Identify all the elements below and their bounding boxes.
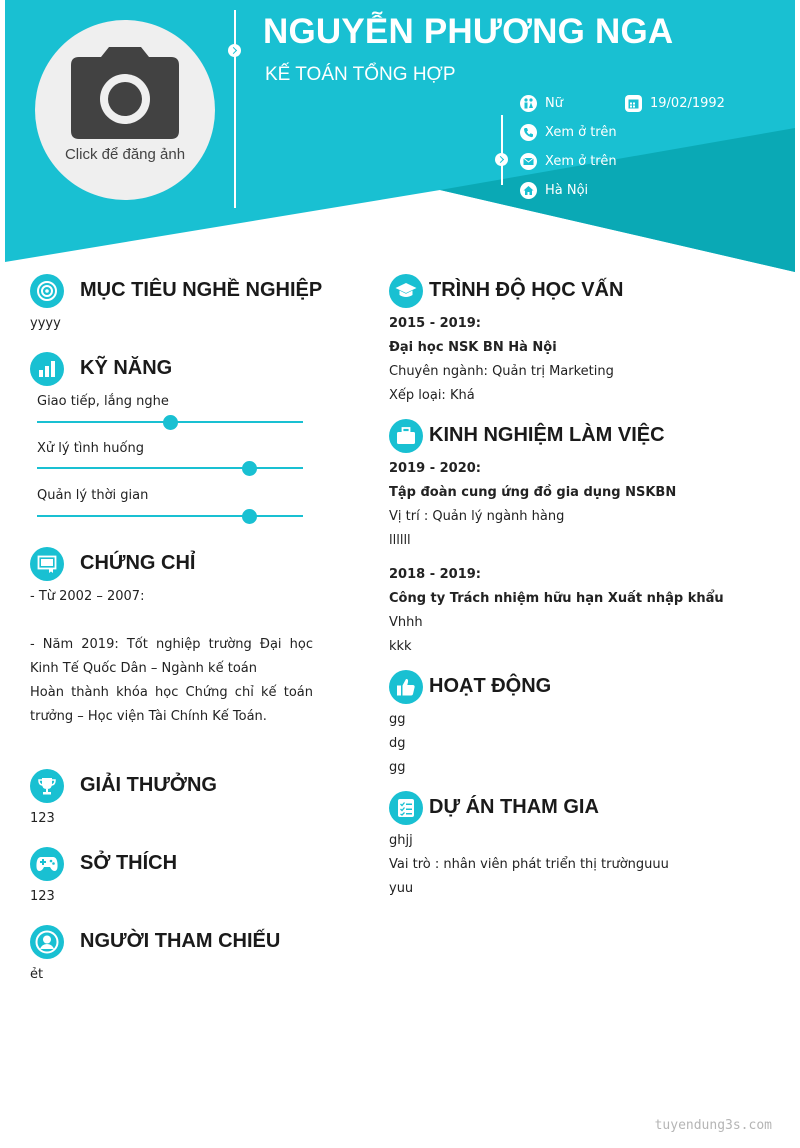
email-value: Xem ở trên: [545, 154, 617, 169]
address-info: [520, 182, 588, 199]
activity-line: dg: [389, 736, 406, 751]
experience-title: KINH NGHIỆM LÀM VIỆC: [429, 424, 665, 446]
awards-text: 123: [30, 811, 55, 826]
skill-level-handle: [163, 415, 178, 430]
awards-title: GIẢI THƯỞNG: [80, 774, 217, 796]
home-icon: [520, 182, 537, 199]
project-line: ghjj: [389, 833, 413, 848]
skill-label: Xử lý tình huống: [37, 441, 144, 456]
thumbs-up-icon: [389, 670, 423, 704]
references-text: ẻt: [30, 967, 44, 982]
header-divider: [234, 10, 236, 208]
phone-info: [520, 124, 617, 141]
phone-value: Xem ở trên: [545, 125, 617, 140]
gender-value: Nữ: [545, 96, 563, 111]
gender-icon: [520, 95, 537, 112]
birthday-value: 19/02/1992: [650, 96, 725, 111]
activities-title: HOẠT ĐỘNG: [429, 675, 552, 697]
certificates-title: CHỨNG CHỈ: [80, 552, 196, 574]
skill-bar: [37, 467, 303, 469]
gender-info: [520, 95, 563, 112]
certificate-icon: [30, 547, 64, 581]
job-period: 2018 - 2019:: [389, 567, 482, 582]
avatar-upload[interactable]: [35, 20, 215, 200]
calendar-icon: [625, 95, 642, 112]
email-info: [520, 153, 617, 170]
bar-chart-icon: [30, 352, 64, 386]
camera-icon: [71, 47, 179, 139]
target-icon: [30, 274, 64, 308]
job-detail: llllll: [389, 533, 411, 548]
address-value: Hà Nội: [545, 183, 589, 198]
graduation-cap-icon: [389, 274, 423, 308]
skill-label: Giao tiếp, lắng nghe: [37, 394, 169, 409]
trophy-icon: [30, 769, 64, 803]
envelope-icon: [520, 153, 537, 170]
skills-title: KỸ NĂNG: [80, 357, 173, 379]
skill-bar: [37, 515, 303, 517]
job-position: KẾ TOÁN TỔNG HỢP: [265, 64, 456, 85]
skill-level-handle: [242, 461, 257, 476]
user-icon: [30, 925, 64, 959]
activity-line: gg: [389, 760, 406, 775]
birthday-info: [625, 95, 725, 112]
certificates-paragraph: [30, 633, 313, 729]
briefcase-icon: [389, 419, 423, 453]
watermark: tuyendung3s.com: [654, 1118, 772, 1133]
certificates-item: Hoàn thành khóa học Chứng chỉ kế toán trưởng – Học viện Tài Chính Kế Toán.: [30, 685, 313, 724]
skill-level-handle: [242, 509, 257, 524]
education-major: Chuyên ngành: Quản trị Marketing: [389, 364, 614, 379]
job-company: Công ty Trách nhiệm hữu hạn Xuất nhập khẩu: [389, 591, 724, 606]
education-period: 2015 - 2019:: [389, 316, 482, 331]
projects-title: DỰ ÁN THAM GIA: [429, 796, 599, 818]
education-grade: Xếp loại: Khá: [389, 388, 475, 403]
references-title: NGƯỜI THAM CHIẾU: [80, 930, 281, 952]
gamepad-icon: [30, 847, 64, 881]
project-line: yuu: [389, 881, 414, 896]
chevron-right-icon: [228, 44, 241, 57]
education-title: TRÌNH ĐỘ HỌC VẤN: [429, 279, 624, 301]
activity-line: gg: [389, 712, 406, 727]
hobbies-text: 123: [30, 889, 55, 904]
phone-icon: [520, 124, 537, 141]
education-school: Đại học NSK BN Hà Nội: [389, 340, 557, 355]
skill-bar: [37, 421, 303, 423]
certificates-line: - Từ 2002 – 2007:: [30, 589, 145, 604]
job-detail: Vhhh: [389, 615, 423, 630]
objective-title: MỤC TIÊU NGHỀ NGHIỆP: [80, 279, 323, 301]
job-company: Tập đoàn cung ứng đồ gia dụng NSKBN: [389, 485, 677, 500]
hobbies-title: SỞ THÍCH: [80, 852, 178, 874]
full-name: NGUYỄN PHƯƠNG NGA: [263, 12, 674, 51]
chevron-right-icon: [495, 153, 508, 166]
contact-divider: [501, 115, 503, 185]
avatar-caption: Click để đăng ảnh: [64, 146, 186, 163]
job-detail: Vị trí : Quản lý ngành hàng: [389, 509, 565, 524]
skill-label: Quản lý thời gian: [37, 488, 149, 503]
project-line: Vai trò : nhân viên phát triển thị trườnguuu: [389, 857, 669, 872]
certificates-item: - Năm 2019: Tốt nghiệp trường Đại học Kinh Tế Quốc Dân – Ngành kế toán: [30, 637, 313, 676]
objective-text: yyyy: [30, 316, 61, 331]
job-detail: kkk: [389, 639, 412, 654]
checklist-icon: [389, 791, 423, 825]
job-period: 2019 - 2020:: [389, 461, 482, 476]
